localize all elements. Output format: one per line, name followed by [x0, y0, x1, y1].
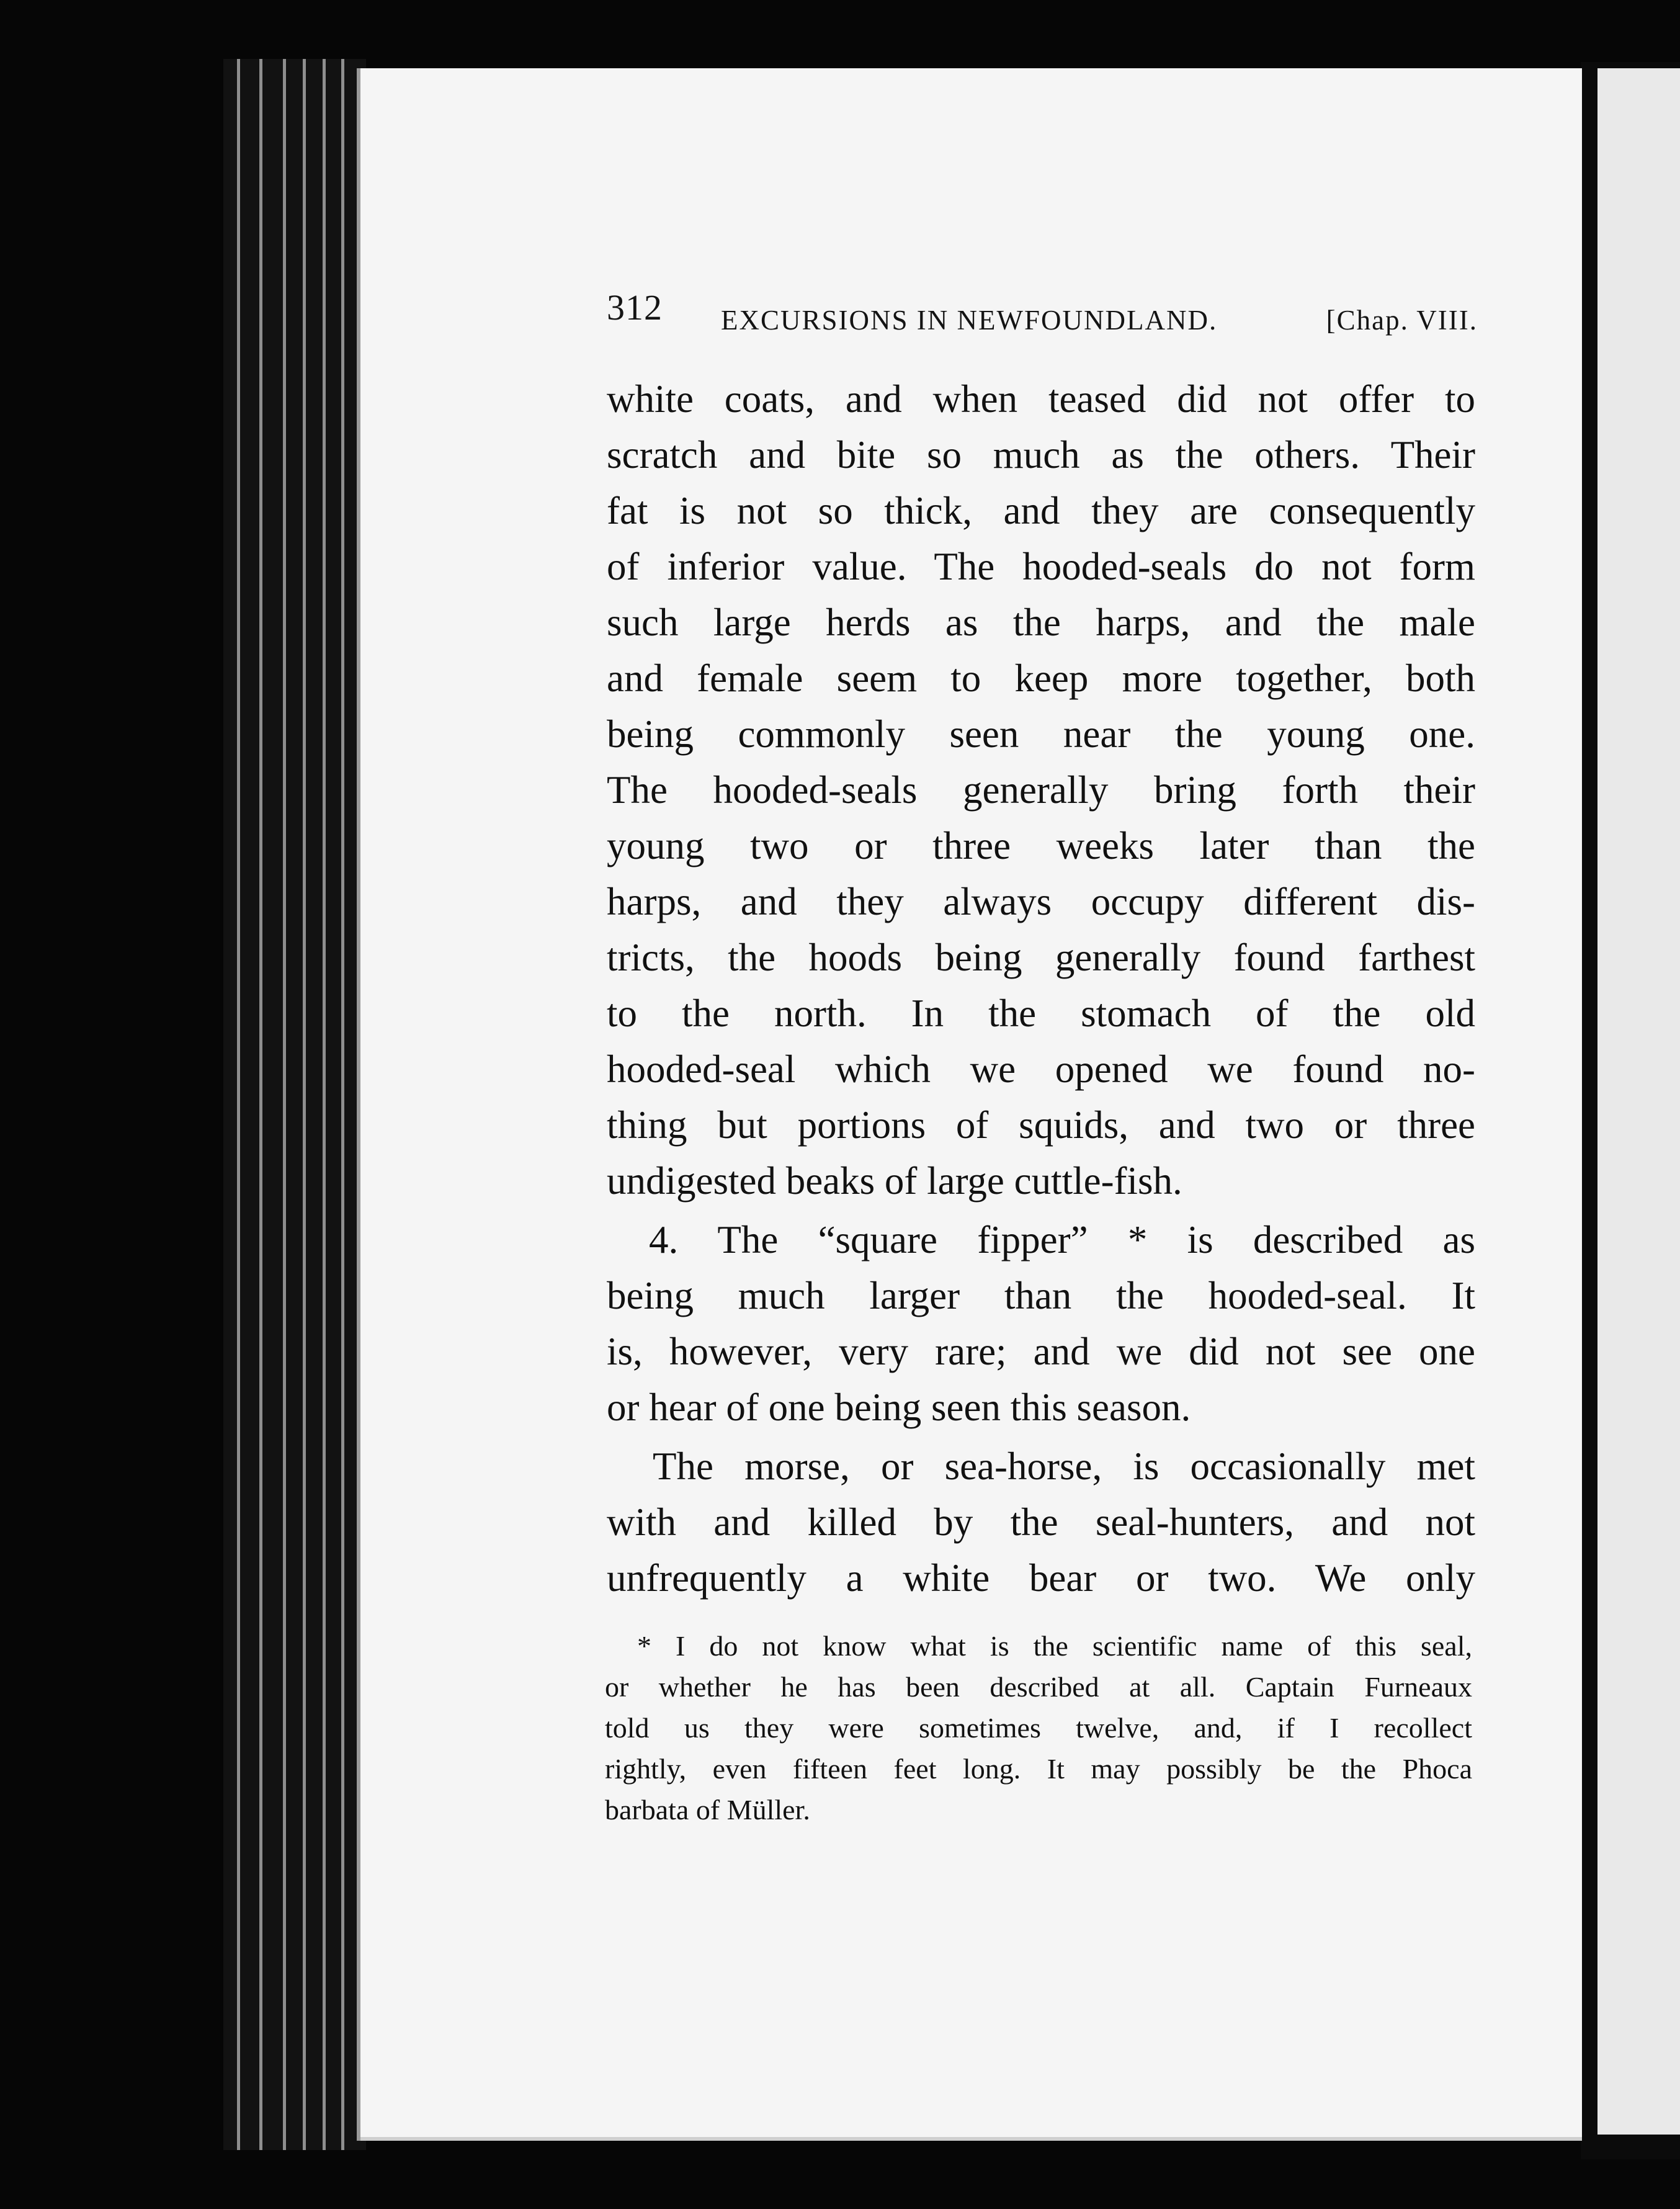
text-line: The morse, or sea-horse, is occasionally met	[653, 1445, 1475, 1488]
page-edge-line	[259, 59, 262, 2150]
footnote-line: * I do not know what is the scientific name of this seal,	[637, 1630, 1472, 1662]
text-line: or hear of one being seen this season.	[607, 1386, 1191, 1429]
page-edge-line	[323, 59, 326, 2150]
page-edge-line	[283, 59, 286, 2150]
page-number: 312	[607, 287, 663, 328]
text-line: fat is not so thick, and they are consequently	[607, 489, 1475, 532]
text-line: is, however, very rare; and we did not see one	[607, 1330, 1475, 1373]
text-line: scratch and bite so much as the others. Their	[607, 433, 1475, 477]
running-title: EXCURSIONS IN NEWFOUNDLAND.	[721, 305, 1218, 336]
text-line: young two or three weeks later than the	[607, 824, 1475, 867]
text-line: white coats, and when teased did not offer to	[607, 377, 1475, 421]
text-line: such large herds as the harps, and the male	[607, 601, 1475, 644]
text-line: being much larger than the hooded-seal. It	[607, 1274, 1475, 1317]
text-line: with and killed by the seal-hunters, and not	[607, 1500, 1475, 1544]
footnote-line: told us they were sometimes twelve, and, if I recollect	[605, 1712, 1472, 1744]
text-line: 4. The “square fipper” * is described as	[649, 1218, 1475, 1261]
footnote-line: or whether he has been described at all. Captain Furneaux	[605, 1671, 1472, 1703]
text-line: harps, and they always occupy different dis-	[607, 880, 1475, 923]
footnote-line: rightly, even fifteen feet long. It may possibly be the Phoca	[605, 1753, 1472, 1785]
text-line: The hooded-seals generally bring forth their	[607, 768, 1475, 812]
text-line: hooded-seal which we opened we found no-	[607, 1047, 1475, 1091]
facing-page	[1597, 68, 1680, 2135]
footnote-line: barbata of Müller.	[605, 1794, 810, 1826]
text-line: tricts, the hoods being generally found farthest	[607, 936, 1475, 979]
text-line: being commonly seen near the young one.	[607, 712, 1475, 756]
page-edges	[223, 59, 366, 2150]
text-line: to the north. In the stomach of the old	[607, 992, 1475, 1035]
text-line: and female seem to keep more together, both	[607, 656, 1475, 700]
running-head	[607, 287, 1478, 341]
page-edge-line	[303, 59, 306, 2150]
chapter-reference: [Chap. VIII.	[1326, 305, 1478, 336]
text-line: thing but portions of squids, and two or three	[607, 1103, 1475, 1147]
text-line: undigested beaks of large cuttle-fish.	[607, 1159, 1182, 1203]
page-edge-line	[341, 59, 344, 2150]
text-line: unfrequently a white bear or two. We only	[607, 1556, 1475, 1600]
text-line: of inferior value. The hooded-seals do not form	[607, 545, 1475, 588]
page-edge-line	[237, 59, 240, 2150]
